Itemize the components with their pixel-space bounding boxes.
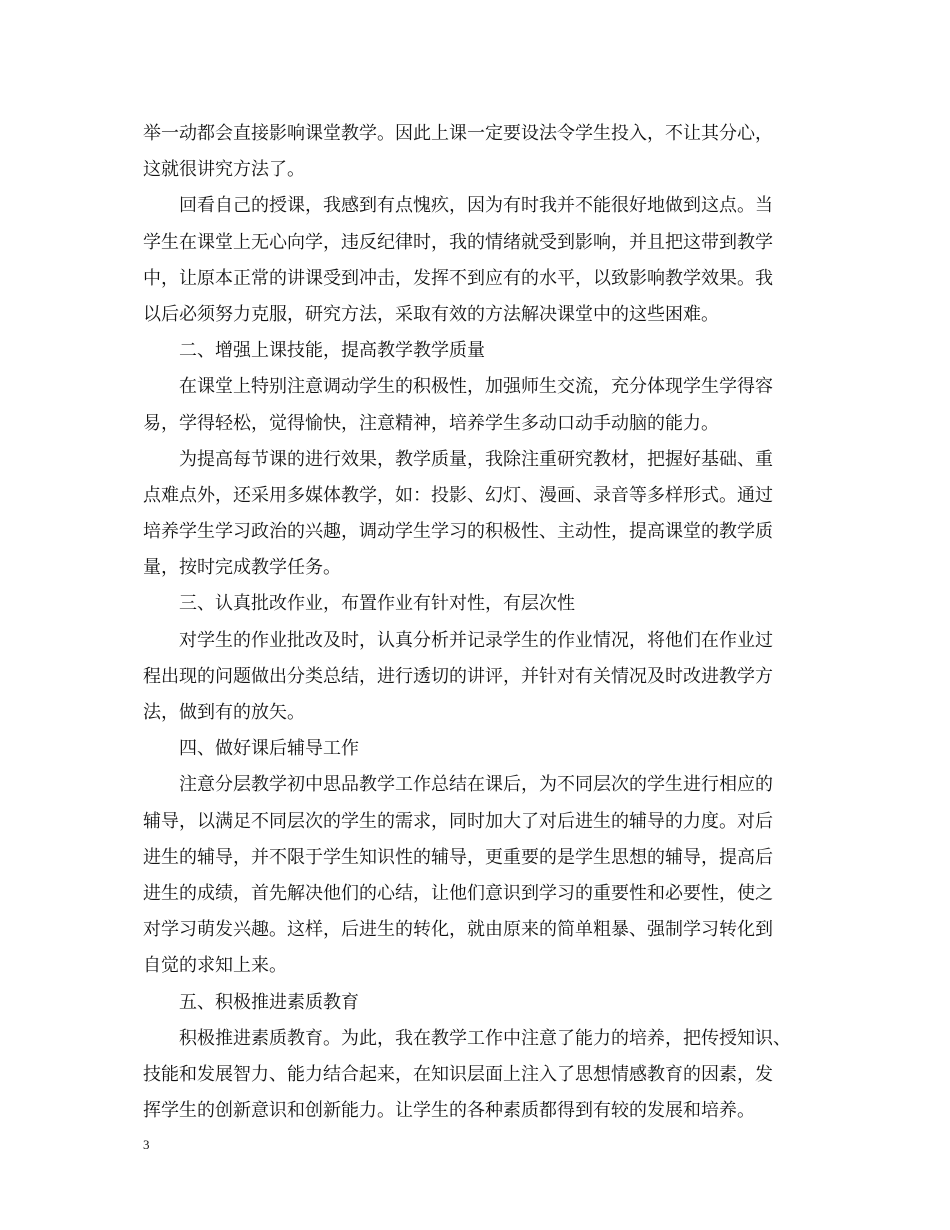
body-text: [143, 116, 807, 1129]
text-line: 五、积极推进素质教育: [179, 991, 359, 1013]
text-line: 回看自己的授课，我感到有点愧疚，因为有时我并不能很好地做到这点。当: [179, 195, 773, 217]
text-line: 积极推进素质教育。为此，我在教学工作中注意了能力的培养，把传授知识、: [179, 1027, 791, 1049]
text-line: 学生在课堂上无心向学，违反纪律时，我的情绪就受到影响，并且把这带到教学: [143, 231, 773, 253]
text-line: 程出现的问题做出分类总结，进行透切的讲评，并针对有关情况及时改进教学方: [143, 665, 773, 687]
text-line: 进生的成绩，首先解决他们的心结，让他们意识到学习的重要性和必要性，使之: [143, 882, 773, 904]
text-line: 对学习萌发兴趣。这样，后进生的转化，就由原来的简单粗暴、强制学习转化到: [143, 919, 773, 941]
text-line: 点难点外，还采用多媒体教学，如：投影、幻灯、漫画、录音等多样形式。通过: [143, 484, 773, 506]
text-line: 中，让原本正常的讲课受到冲击，发挥不到应有的水平，以致影响教学效果。我: [143, 267, 773, 289]
text-line: 法，做到有的放矢。: [143, 702, 305, 723]
text-line: 四、做好课后辅导工作: [179, 738, 359, 760]
text-line: 三、认真批改作业，布置作业有针对性，有层次性: [179, 593, 575, 615]
page-number: 3: [143, 1137, 150, 1152]
text-line: 举一动都会直接影响课堂教学。因此上课一定要设法令学生投入，不让其分心，: [143, 123, 773, 144]
text-line: 辅导，以满足不同层次的学生的需求，同时加大了对后进生的辅导的力度。对后: [143, 810, 773, 832]
text-line: 培养学生学习政治的兴趣，调动学生学习的积极性、主动性，提高课堂的教学质: [143, 521, 773, 543]
text-line: 注意分层教学初中思品教学工作总结在课后，为不同层次的学生进行相应的: [179, 774, 773, 796]
text-line: 二、增强上课技能，提高教学教学质量: [179, 340, 485, 362]
text-line: 技能和发展智力、能力结合起来，在知识层面上注入了思想情感教育的因素，发: [143, 1063, 773, 1085]
text-line: 自觉的求知上来。: [143, 955, 287, 977]
text-line: 进生的辅导，并不限于学生知识性的辅导，更重要的是学生思想的辅导，提高后: [143, 846, 773, 868]
text-line: 量，按时完成教学任务。: [143, 557, 341, 579]
text-line: 这就很讲究方法了。: [143, 159, 305, 181]
text-line: 易，学得轻松，觉得愉快，注意精神，培养学生多动口动手动脑的能力。: [143, 412, 719, 434]
text-line: 挥学生的创新意识和创新能力。让学生的各种素质都得到有较的发展和培养。: [143, 1100, 755, 1122]
text-line: 为提高每节课的进行效果，教学质量，我除注重研究教材，把握好基础、重: [179, 448, 773, 470]
text-line: 以后必须努力克服，研究方法，采取有效的方法解决课堂中的这些困难。: [143, 303, 719, 325]
text-line: 对学生的作业批改及时，认真分析并记录学生的作业情况，将他们在作业过: [179, 629, 773, 651]
text-line: 在课堂上特别注意调动学生的积极性，加强师生交流，充分体现学生学得容: [179, 376, 773, 398]
